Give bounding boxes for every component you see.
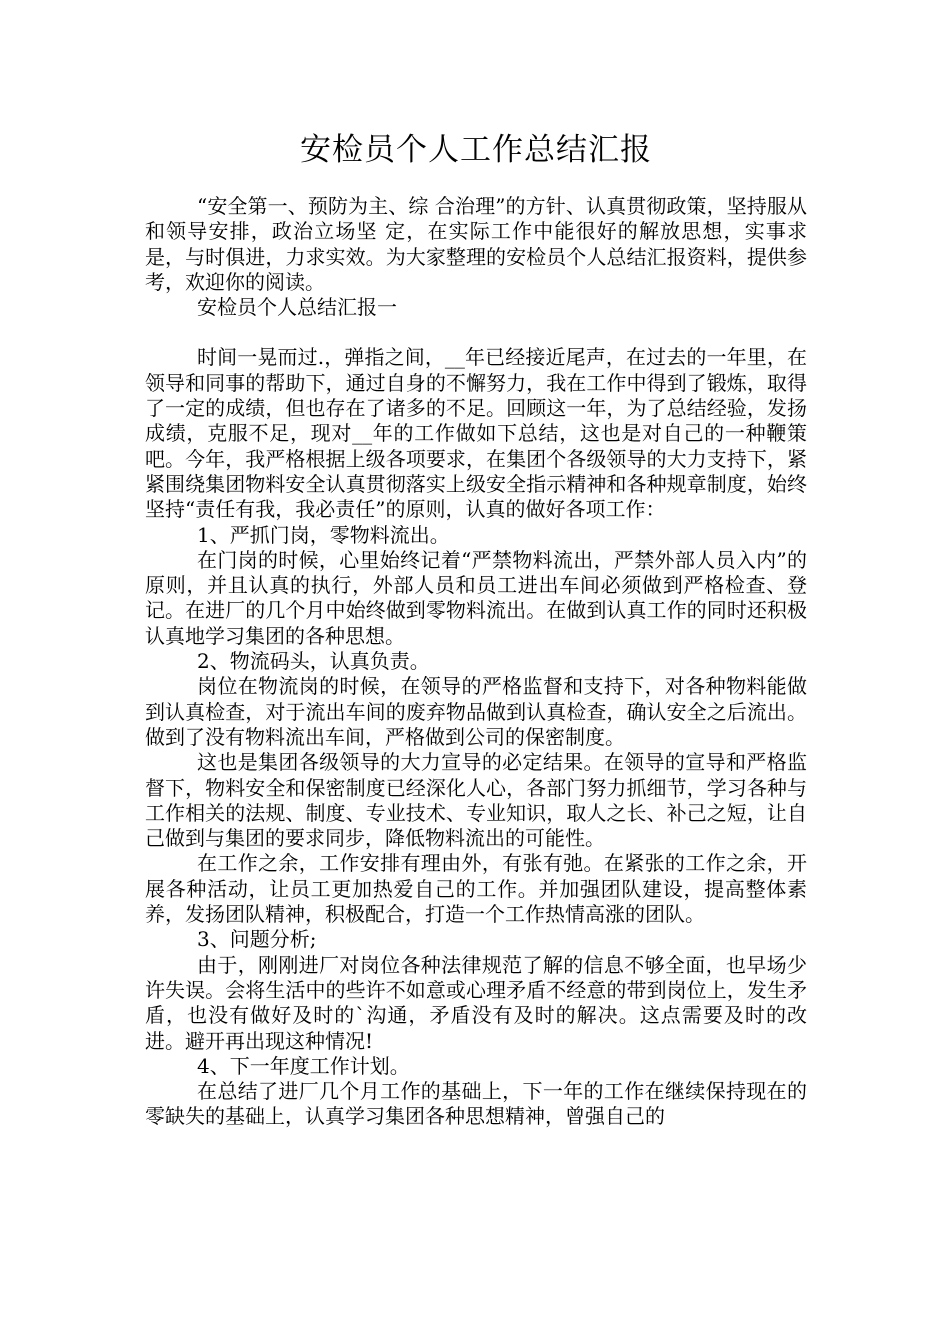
body-paragraph: 这也是集团各级领导的大力宣导的必定结果。在领导的宣导和严格监督下，物料安全和保密制度已经深化人心，各部门努力抓细节，学习各种与工作相关的法规、制度、专业技术、专业知识，取人之长、补己之短，让自己做到与集团的要求同步，降低物料流出的可能性。 — [145, 750, 807, 851]
document-page — [145, 128, 807, 1130]
section-heading-plan: 4、下一年度工作计划。 — [197, 1053, 410, 1078]
intro-paragraph: “安全第一、预防为主、综 合治理”的方针、认真贯彻政策，坚持服从和领导安排，政治立场坚 定，在实际工作中能很好的解放思想，实事求是，与时俱进，力求实效。为大家整理的安检员个人总结汇报资料，提供参考，欢迎你的阅读。 — [145, 194, 807, 294]
section-heading-logistics: 2、物流码头，认真负责。 — [197, 649, 430, 674]
body-paragraph: 由于，刚刚进厂对岗位各种法律规范了解的信息不够全面，也早场少许失误。会将生活中的些许不如意或心理矛盾不经意的带到岗位上，发生矛盾，也没有做好及时的`沟通，矛盾没有及时的解决。这点需要及时的改进。避开再出现这种情况! — [145, 952, 807, 1053]
section-heading-summary-one: 安检员个人总结汇报一 — [197, 295, 397, 320]
body-paragraph: 时间一晃而过.，弹指之间，__年已经接近尾声，在过去的一年里，在领导和同事的帮助下，通过自身的不懈努力，我在工作中得到了锻炼，取得了一定的成绩，但也存在了诸多的不足。回顾这一年，为了总结经验，发扬成绩，克服不足，现对__年的工作做如下总结，这也是对自己的一种鞭策吧。今年，我严格根据上级各项要求，在集团个各级领导的大力支持下，紧紧围绕集团物料安全认真贯彻落实上级安全指示精神和各种规章制度，始终坚持“责任有我，我必责任”的原则，认真的做好各项工作： — [145, 345, 807, 522]
document-title: 安检员个人工作总结汇报 — [300, 132, 652, 168]
section-heading-problems: 3、问题分析; — [197, 927, 317, 952]
body-paragraph: 在工作之余，工作安排有理由外，有张有弛。在紧张的工作之余，开展各种活动，让员工更加热爱自己的工作。并加强团队建设，提高整体素养，发扬团队精神，积极配合，打造一个工作热情高涨的团队。 — [145, 851, 807, 927]
body-paragraph: 在总结了进厂几个月工作的基础上，下一年的工作在继续保持现在的零缺失的基础上，认真学习集团各种思想精神，曾强自己的 — [145, 1079, 807, 1129]
body-paragraph: 在门岗的时候，心里始终记着“严禁物料流出，严禁外部人员入内”的原则，并且认真的执行，外部人员和员工进出车间必须做到严格检查、登记。在进厂的几个月中始终做到零物料流出。在做到认真工作的同时还积极认真地学习集团的各种思想。 — [145, 547, 807, 648]
body-paragraph: 岗位在物流岗的时候，在领导的严格监督和支持下，对各种物料能做到认真检查，对于流出车间的废弃物品做到认真检查，确认安全之后流出。做到了没有物料流出车间，严格做到公司的保密制度。 — [145, 674, 807, 749]
section-heading-gate: 1、严抓门岗，零物料流出。 — [197, 522, 450, 547]
